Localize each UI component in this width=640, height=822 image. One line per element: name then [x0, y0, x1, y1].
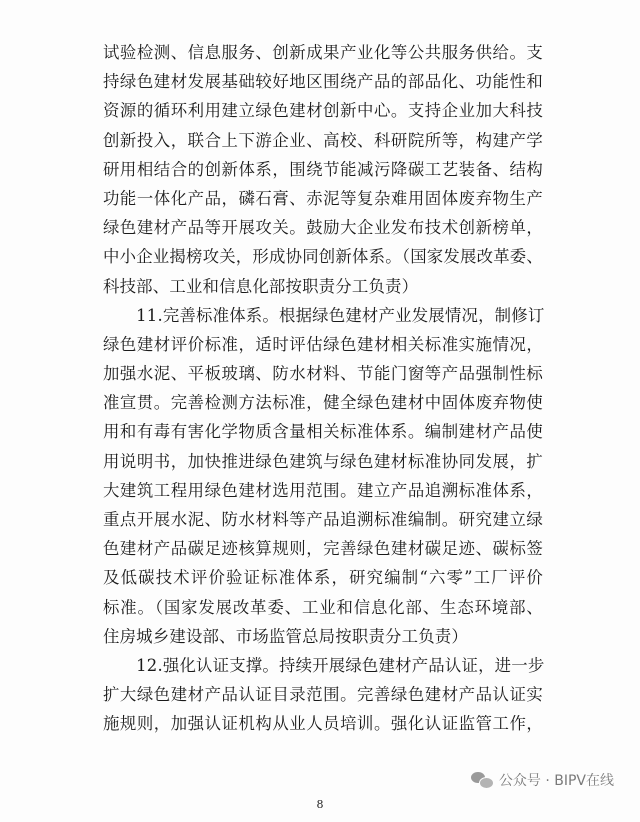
text-line: 扩大绿色建材产品认证目录范围。完善绿色建材产品认证实: [103, 685, 543, 705]
text-line: 用说明书，加快推进绿色建筑与绿色建材标准协同发展，扩: [103, 451, 543, 471]
text-line: 重点开展水泥、防水材料等产品追溯标准编制。研究建立绿: [103, 510, 543, 529]
text-line: 功能一体化产品，磷石膏、赤泥等复杂难用固体废弃物生产: [103, 188, 543, 208]
text-line: 绿色建材产品等开展攻关。鼓励大企业发布技术创新榜单，: [103, 218, 543, 238]
watermark: [471, 770, 614, 790]
text-line: 科技部、工业和信息化部按职责分工负责）: [103, 276, 419, 296]
text-line: 绿色建材评价标准，适时评估绿色建材相关标准实施情况，: [103, 334, 543, 354]
text-line: 加强水泥、平板玻璃、防水材料、节能门窗等产品强制性标: [103, 364, 543, 384]
text-line: 试验检测、信息服务、创新成果产业化等公共服务供给。支: [103, 43, 543, 62]
text-line: 住房城乡建设部、市场监管总局按职责分工负责）: [103, 626, 468, 646]
text-line: 12.强化认证支撑。持续开展绿色建材产品认证，进一步: [103, 655, 545, 675]
text-line: 研用相结合的创新体系，围绕节能减污降碳工艺装备、结构: [103, 159, 543, 179]
text-line: 及低碳技术评价验证标准体系，研究编制“六零”工厂评价: [103, 568, 543, 588]
text-line: 色建材产品碳足迹核算规则，完善绿色建材碳足迹、碳标签: [103, 539, 543, 559]
watermark-text: 公众号 · BIPV在线: [498, 773, 614, 789]
body-text: [103, 38, 543, 739]
text-line: 资源的循环利用建立绿色建材创新中心。支持企业加大科技: [103, 101, 543, 121]
text-line: 创新投入，联合上下游企业、高校、科研院所等，构建产学: [103, 130, 543, 150]
wechat-icon: [471, 771, 493, 789]
text-line: 中小企业揭榜攻关，形成协同创新体系。（国家发展改革委、: [103, 247, 543, 267]
text-line: 施规则，加强认证机构从业人员培训。强化认证监管工作，: [103, 714, 543, 734]
text-line: 准宣贯。完善检测方法标准，健全绿色建材中固体废弃物使: [103, 393, 543, 413]
text-line: 用和有毒有害化学物质含量相关标准体系。编制建材产品使: [103, 422, 543, 442]
text-line: 标准。（国家发展改革委、工业和信息化部、生态环境部、: [103, 597, 543, 617]
text-line: 11.完善标准体系。根据绿色建材产业发展情况，制修订: [103, 305, 545, 325]
text-line: 持绿色建材发展基础较好地区围绕产品的部品化、功能性和: [103, 72, 543, 92]
text-line: 大建筑工程用绿色建材选用范围。建立产品追溯标准体系，: [103, 480, 543, 500]
page-number: 8: [316, 798, 324, 811]
